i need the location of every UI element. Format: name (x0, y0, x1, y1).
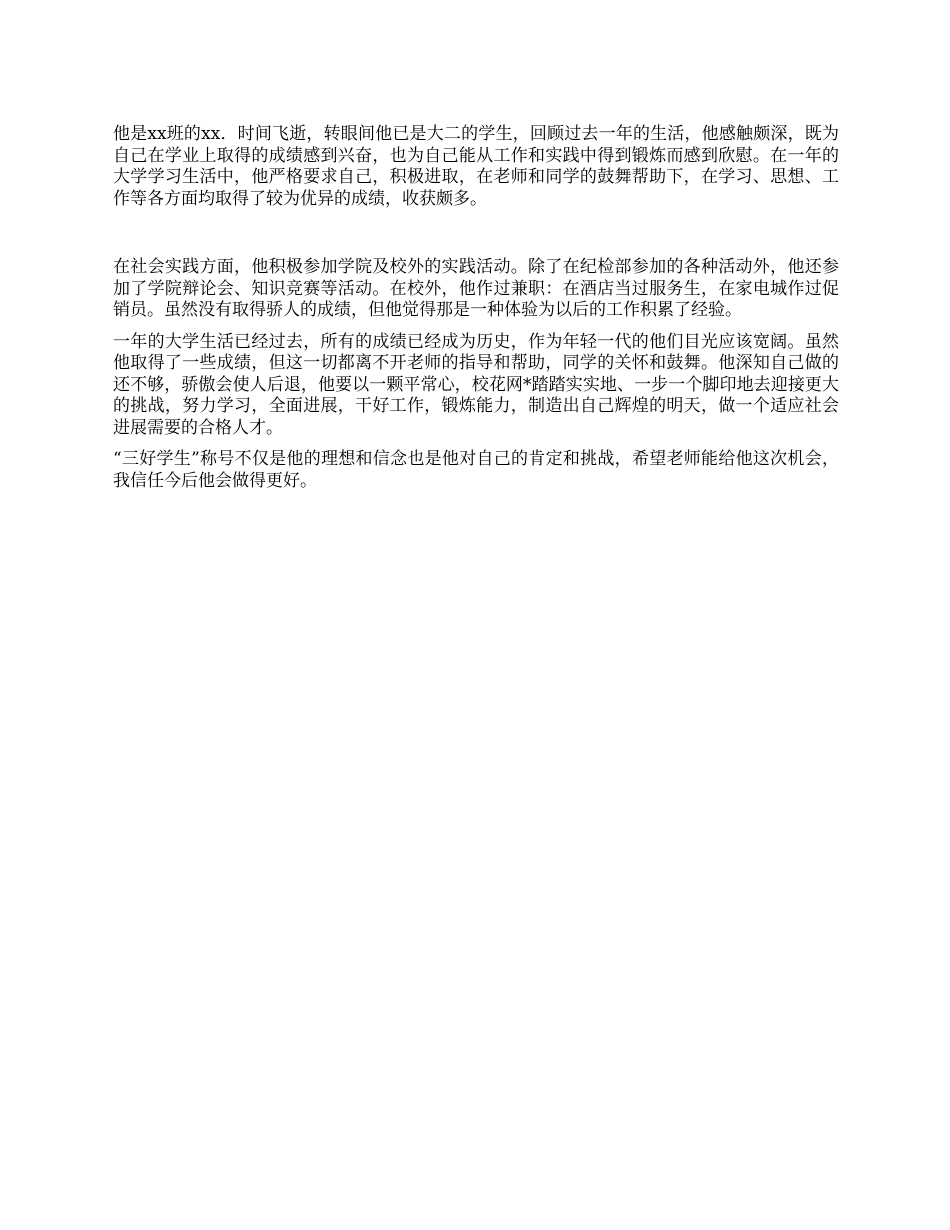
document-body (113, 124, 839, 492)
paragraph-intro: 他是xx班的xx．时间飞逝，转眼间他已是大二的学生，回顾过去一年的生活，他感触颇深，既为自己在学业上取得的成绩感到兴奋，也为自己能从工作和实践中得到锻炼而感到欣慰。在一年的大学学习生活中，他严格要求自己，积极进取，在老师和同学的鼓舞帮助下，在学习、思想、工作等各方面均取得了较为优异的成绩，收获颇多。 (113, 124, 839, 209)
paragraph-spacer (113, 210, 839, 257)
paragraph-reflection: 一年的大学生活已经过去，所有的成绩已经成为历史，作为年轻一代的他们目光应该宽阔。虽然他取得了一些成绩，但这一切都离不开老师的指导和帮助，同学的关怀和鼓舞。他深知自己做的还不够，骄傲会使人后退，他要以一颗平常心，校花网*踏踏实实地、一步一个脚印地去迎接更大的挑战，努力学习，全面进展，干好工作，锻炼能力，制造出自己辉煌的明天，做一个适应社会进展需要的合格人才。 (113, 331, 839, 438)
paragraph-spacer (113, 439, 839, 449)
paragraph-social-practice: 在社会实践方面，他积极参加学院及校外的实践活动。除了在纪检部参加的各种活动外，他还参加了学院辩论会、知识竞赛等活动。在校外，他作过兼职：在酒店当过服务生，在家电城作过促销员。虽然没有取得骄人的成绩，但他觉得那是一种体验为以后的工作积累了经验。 (113, 257, 839, 320)
paragraph-spacer (113, 322, 839, 332)
paragraph-conclusion: “三好学生”称号不仅是他的理想和信念也是他对自己的肯定和挑战，希望老师能给他这次机会，我信任今后他会做得更好。 (113, 449, 839, 491)
